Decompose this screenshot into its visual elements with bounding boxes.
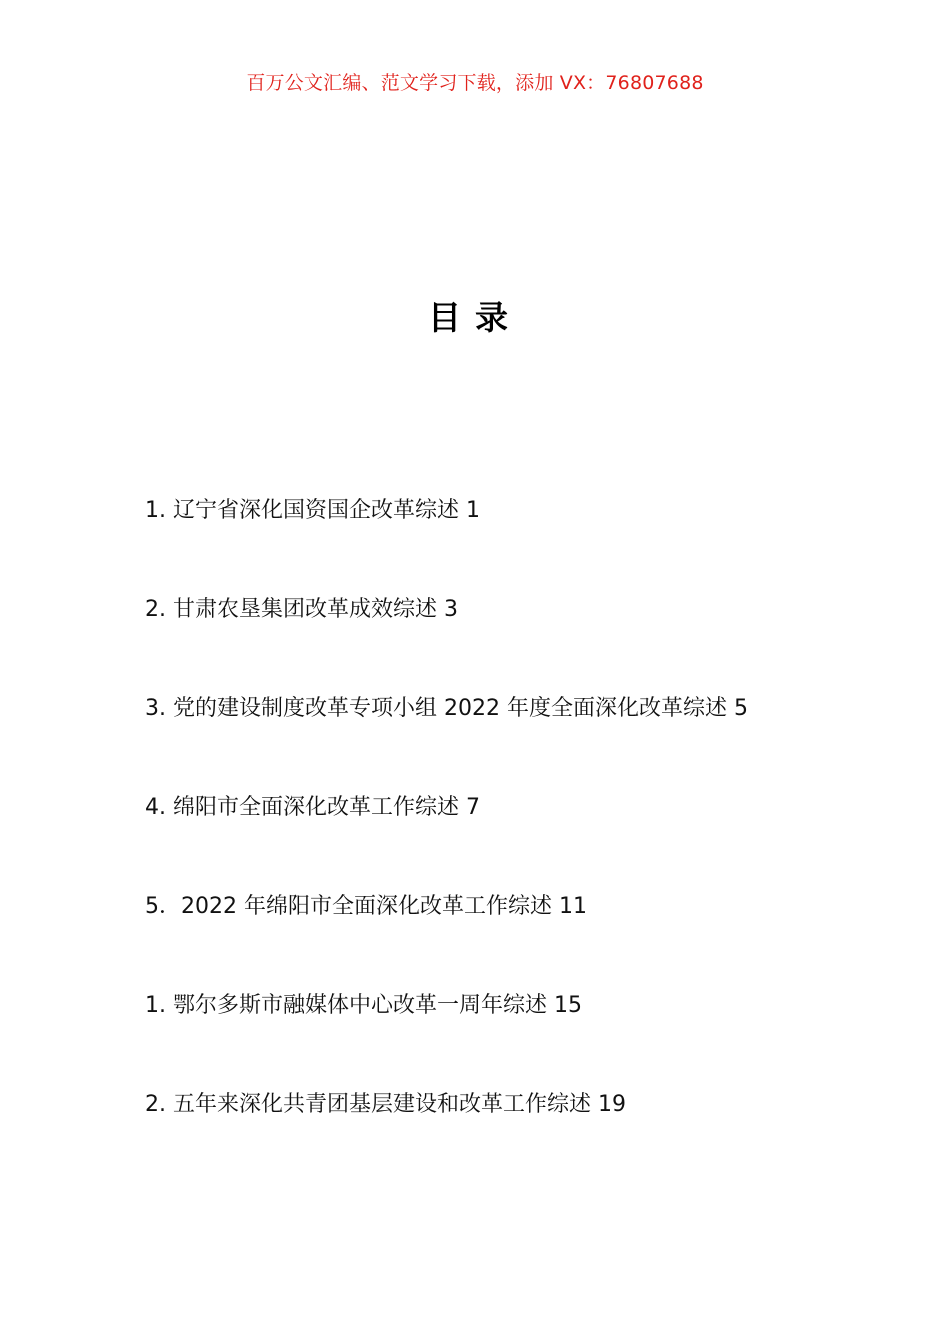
toc-entry-separator <box>166 597 173 622</box>
toc-entry-page: 15 <box>554 993 583 1018</box>
toc-list <box>145 486 825 1179</box>
toc-entry-separator <box>166 498 173 523</box>
toc-entry-title: 党的建设制度改革专项小组 2022 年度全面深化改革综述 <box>173 696 727 721</box>
toc-entry-number: 1. <box>145 498 166 523</box>
toc-entry <box>145 1080 825 1130</box>
toc-entry-page: 1 <box>466 498 481 523</box>
toc-entry-title: 五年来深化共青团基层建设和改革工作综述 <box>173 1092 592 1117</box>
toc-entry-title: 鄂尔多斯市融媒体中心改革一周年综述 <box>173 993 548 1018</box>
toc-entry-title: 甘肃农垦集团改革成效综述 <box>173 597 438 622</box>
toc-entry-page: 7 <box>466 795 481 820</box>
toc-entry-page: 11 <box>558 894 587 919</box>
toc-entry-number: 3. <box>145 696 166 721</box>
toc-entry <box>145 981 825 1031</box>
toc-entry-number: 1. <box>145 993 166 1018</box>
toc-entry-number: 2. <box>145 597 166 622</box>
toc-entry-number: 2. <box>145 1092 166 1117</box>
header-watermark-note: 百万公文汇编、范文学习下载，添加 VX：76807688 <box>246 72 704 94</box>
toc-entry-separator <box>166 795 173 820</box>
toc-entry <box>145 783 825 833</box>
toc-entry <box>145 684 825 734</box>
toc-entry-title: 绵阳市全面深化改革工作综述 <box>173 795 460 820</box>
toc-entry <box>145 882 825 932</box>
toc-entry-separator <box>166 1092 173 1117</box>
toc-entry <box>145 486 825 536</box>
toc-entry-number: 5． <box>145 894 181 919</box>
toc-title: 目录 <box>428 298 522 337</box>
toc-entry-separator <box>166 993 173 1018</box>
toc-entry-title: 2022 年绵阳市全面深化改革工作综述 <box>181 894 552 919</box>
toc-entry <box>145 585 825 635</box>
toc-entry-page: 5 <box>733 696 748 721</box>
toc-entry-number: 4. <box>145 795 166 820</box>
toc-entry-separator <box>166 696 173 721</box>
toc-entry-page: 19 <box>598 1092 627 1117</box>
toc-entry-page: 3 <box>444 597 459 622</box>
toc-entry-title: 辽宁省深化国资国企改革综述 <box>173 498 460 523</box>
